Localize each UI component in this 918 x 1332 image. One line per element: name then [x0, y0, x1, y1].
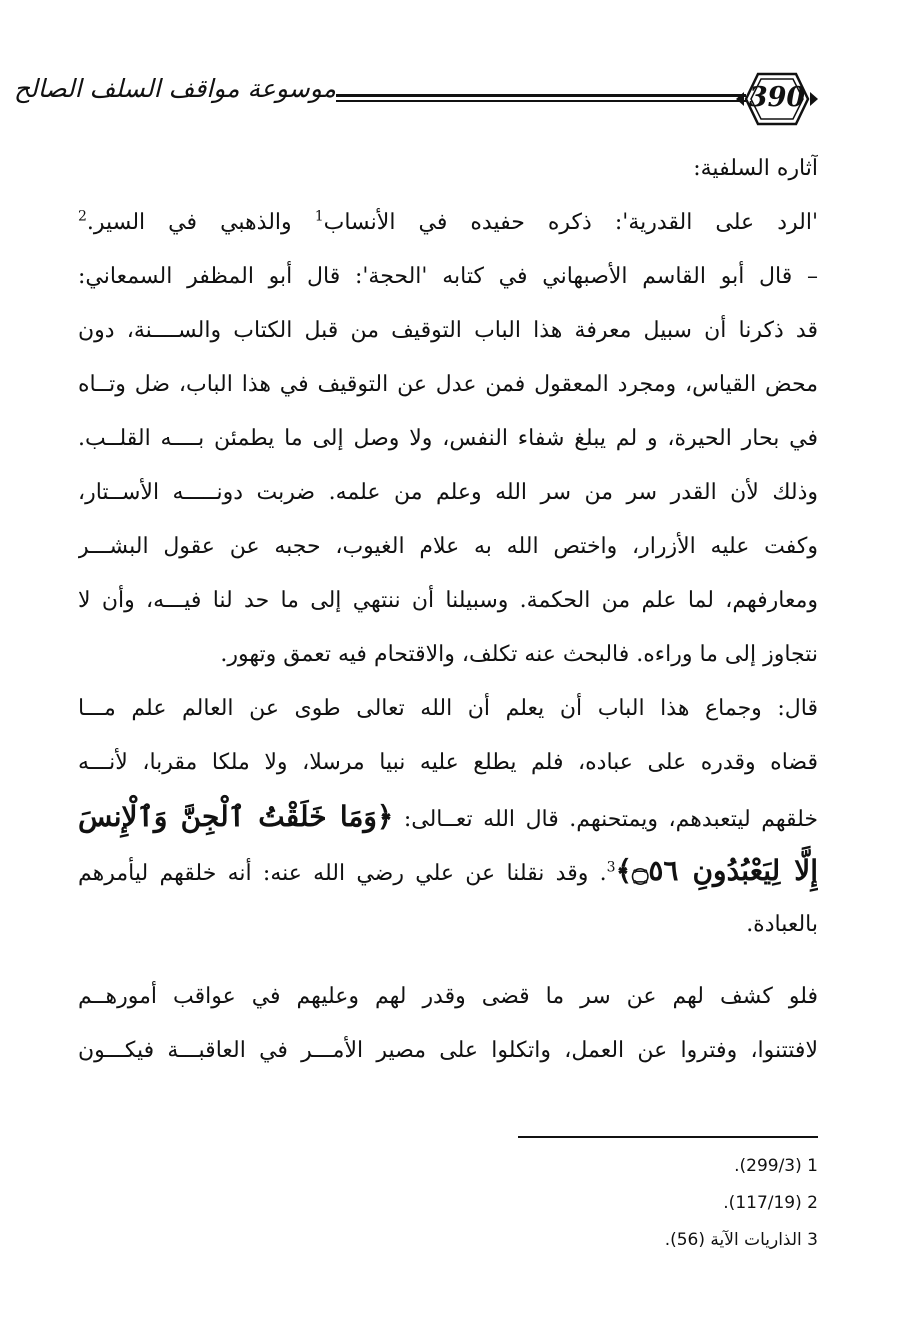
text-segment: خلقهم ليتعبدهم، ويمتحنهم. قال الله تعــالى:: [403, 807, 818, 832]
text-line: فلو كشف لهم عن سر ما قضى وقدر لهم وعليهم في عواقب أمورهــم: [78, 984, 818, 1009]
text-line: [78, 844, 818, 898]
quran-verse: إِلَّا لِيَعْبُدُونِ ۝٥٦﴾: [615, 854, 818, 887]
text-line: وكفت عليه الأزرار، واختص الله به علام الغيوب، حجبه عن عقول البشـــر: [78, 534, 818, 559]
text-line: محض القياس، ومجرد المعقول فمن عدل عن التوقيف في هذا الباب، ضل وتــاه: [78, 372, 818, 397]
quran-verse: ﴿وَمَا خَلَقْتُ ٱلْجِنَّ وَٱلْإِنسَ: [78, 800, 394, 833]
footnote: 3 الذاريات الآية (56).: [664, 1230, 818, 1250]
text-segment: 'الرد على القدرية': ذكره حفيده في الأنساب: [323, 210, 818, 235]
text-line: في بحار الحيرة، و لم يبلغ شفاء النفس، ولا وصل إلى ما يطمئن بــــه القلــب.: [78, 426, 818, 451]
text-line: بالعبادة.: [746, 912, 818, 937]
text-line: قد ذكرنا أن سبيل معرفة هذا الباب التوقيف من قبل الكتاب والســــنة، دون: [78, 318, 818, 343]
text-line: – قال أبو القاسم الأصبهاني في كتابه 'الحجة': قال أبو المظفر السمعاني:: [78, 264, 818, 289]
footnotes: [418, 1148, 818, 1259]
text-line: وذلك لأن القدر سر من سر الله وعلم من علمه. ضربت دونـــــه الأســتار،: [78, 480, 818, 505]
text-segment: والذهبي في السير.: [86, 210, 292, 235]
footnote-ref[interactable]: 3: [606, 859, 616, 876]
footnote: 1 (299/3).: [734, 1156, 818, 1176]
text-segment: .: [599, 861, 607, 886]
footnote-divider: [518, 1136, 818, 1138]
text-line: لافتتنوا، وفتروا عن العمل، واتكلوا على مصير الأمـــر في العاقبـــة فيكـــون: [78, 1038, 818, 1063]
text-line: [78, 790, 818, 844]
text-line: [78, 196, 818, 250]
text-line: قضاه وقدره على عباده، فلم يطلع عليه نبيا مرسلا، ولا ملكا مقربا، لأنـــه: [78, 750, 818, 775]
page-number-badge: [734, 68, 820, 130]
book-title: موسوعة مواقف السلف الصالح: [13, 74, 336, 103]
text-line: ومعارفهم، لما علم من الحكمة. وسبيلنا أن ننتهي إلى ما حد لنا فيـــه، وأن لا: [78, 588, 818, 613]
text-segment: وقد نقلنا عن علي رضي الله عنه: أنه خلقهم ليأمرهم: [78, 861, 589, 886]
footnote: 2 (117/19).: [723, 1193, 818, 1213]
page-number: 390: [748, 82, 806, 113]
main-text: [78, 142, 818, 1078]
footnote-ref[interactable]: 2: [78, 208, 87, 225]
text-line: قال: وجماع هذا الباب أن يعلم أن الله تعالى طوى عن العالم علم مـــا: [78, 696, 818, 721]
text-line: آثاره السلفية:: [693, 156, 818, 181]
footnote-ref[interactable]: 1: [314, 208, 324, 225]
header-rule: [336, 94, 746, 102]
text-line: نتجاوز إلى ما وراءه. فالبحث عنه تكلف، والاقتحام فيه تعمق وتهور.: [220, 642, 818, 667]
page-header: [13, 68, 826, 132]
